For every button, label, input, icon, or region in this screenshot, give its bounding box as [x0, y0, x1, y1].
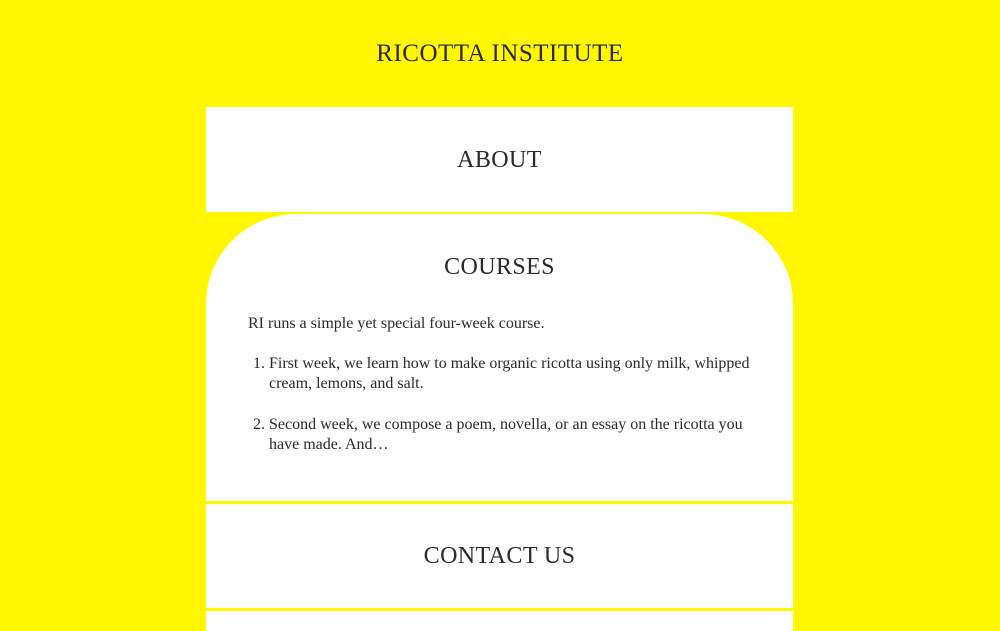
- courses-body: [206, 314, 793, 455]
- courses-list: [248, 354, 751, 455]
- about-section[interactable]: [206, 107, 793, 212]
- list-item: 1. First week, we learn how to make organic ricotta using only milk, whipped cream, lemons, and salt.: [269, 354, 751, 394]
- about-heading[interactable]: ABOUT: [457, 147, 542, 173]
- courses-intro: RI runs a simple yet special four-week course.: [248, 315, 545, 332]
- contact-section[interactable]: [206, 504, 793, 608]
- courses-section: [206, 214, 793, 501]
- list-item: 2. Second week, we compose a poem, novella, or an essay on the ricotta you have made. And…: [269, 415, 751, 455]
- next-section: [206, 611, 793, 631]
- contact-heading[interactable]: CONTACT US: [423, 543, 576, 569]
- courses-heading[interactable]: COURSES: [444, 254, 555, 280]
- site-title: RICOTTA INSTITUTE: [376, 40, 624, 67]
